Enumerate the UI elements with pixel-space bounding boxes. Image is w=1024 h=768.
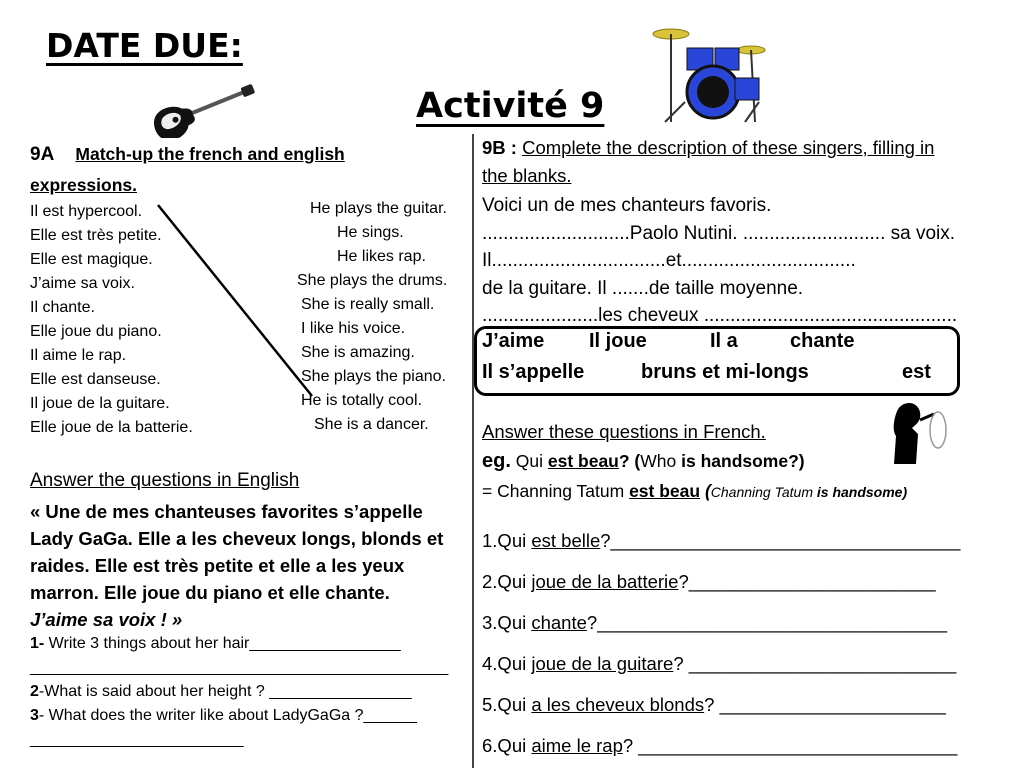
example-key: est beau xyxy=(547,451,619,471)
page-title: Activité 9 xyxy=(416,86,605,126)
paragraph-line: J’aime sa voix ! » xyxy=(30,609,183,630)
french-expression: Elle joue du piano. xyxy=(30,323,162,340)
guitar-icon xyxy=(150,82,260,138)
example-text: is handsome) xyxy=(816,484,908,500)
singer-icon xyxy=(888,400,950,466)
question-key: chante xyxy=(531,612,587,633)
word-bank-item: Il joue xyxy=(589,330,647,352)
french-expression: Il est hypercool. xyxy=(30,203,143,220)
question-key: aime le rap xyxy=(531,735,623,756)
french-expression: J’aime sa voix. xyxy=(30,275,135,292)
fill-in-line[interactable]: ......................les cheveux ................................................ xyxy=(482,305,958,326)
french-question-5[interactable] xyxy=(482,684,960,725)
question-text: - What does the writer like about LadyGaGa ?______ xyxy=(38,707,417,724)
french-expression: Il aime le rap. xyxy=(30,347,127,364)
french-questions xyxy=(482,520,960,766)
english-expression: She is a dancer. xyxy=(314,416,429,433)
answer-french-heading: Answer these questions in French. xyxy=(482,421,766,442)
question-key: est belle xyxy=(531,530,601,551)
word-bank-item: bruns et mi-longs xyxy=(641,361,809,383)
question-2[interactable] xyxy=(30,680,448,704)
word-bank-item: est xyxy=(902,361,931,383)
section-9b-number: 9B : xyxy=(482,137,517,158)
answer-english-heading: Answer the questions in English xyxy=(30,470,300,491)
english-expression: He likes rap. xyxy=(337,248,426,265)
french-expression: Il chante. xyxy=(30,299,95,316)
example-label: eg. xyxy=(482,450,511,472)
question-text: ________________________ xyxy=(30,731,244,748)
fill-in-text xyxy=(482,192,957,330)
word-bank-item: chante xyxy=(790,330,855,352)
drum-kit-icon xyxy=(645,22,775,126)
question-text: Write 3 things about her hair_________________ xyxy=(44,635,401,652)
question-1[interactable] xyxy=(30,632,448,656)
english-expression: She is amazing. xyxy=(301,344,415,361)
question-text: _______________________________________________ xyxy=(30,659,449,676)
example-key: est beau xyxy=(629,481,701,501)
paragraph-line: Lady GaGa. Elle a les cheveux longs, blonds et xyxy=(30,528,444,549)
section-9a-instruction: Match-up the french and english xyxy=(75,144,345,164)
english-questions xyxy=(30,632,448,752)
french-question-4[interactable] xyxy=(482,643,960,684)
question-number: 2.Qui xyxy=(482,571,532,592)
paragraph-line: « Une de mes chanteuses favorites s’appelle xyxy=(30,501,423,522)
word-bank-item: Il s’appelle xyxy=(482,361,585,383)
paragraph-line: raides. Elle est très petite et elle a les yeux xyxy=(30,555,405,576)
answer-blank: ? ______________________ xyxy=(704,694,946,715)
question-key: joue de la guitare xyxy=(531,653,674,674)
question-number: 5.Qui xyxy=(482,694,532,715)
example-text: Qui xyxy=(510,451,548,471)
example-answer-line xyxy=(482,481,907,502)
fill-in-line[interactable]: ............................Paolo Nutini. ........................... sa voix. xyxy=(482,222,956,244)
fill-in-line[interactable]: de la guitare. Il .......de taille moyenne. xyxy=(482,277,804,299)
answer-blank: ?________________________ xyxy=(678,571,936,592)
french-question-2[interactable] xyxy=(482,561,960,602)
section-9a-number: 9A xyxy=(30,144,55,165)
french-question-3[interactable] xyxy=(482,602,960,643)
question-3-cont[interactable] xyxy=(30,728,448,752)
example-text: is handsome?) xyxy=(681,451,805,471)
answer-blank: ?__________________________________ xyxy=(586,612,948,633)
english-expression: He is totally cool. xyxy=(301,392,422,409)
answer-blank: ? __________________________ xyxy=(673,653,957,674)
english-expression: I like his voice. xyxy=(301,320,406,337)
section-9a-instruction-cont: expressions. xyxy=(30,175,137,195)
french-expression: Elle est très petite. xyxy=(30,227,162,244)
paragraph-line: marron. Elle joue du piano et elle chante. xyxy=(30,582,390,603)
word-bank-item: J’aime xyxy=(482,330,545,352)
question-number: 1- xyxy=(30,635,45,652)
english-expression: She plays the drums. xyxy=(297,272,448,289)
example-line xyxy=(482,450,805,473)
question-key: joue de la batterie xyxy=(531,571,679,592)
match-line xyxy=(0,0,1,1)
date-due-heading: DATE DUE: xyxy=(46,26,243,65)
section-9b-instruction: Complete the description of these singers, filling in xyxy=(522,137,935,158)
french-expression: Elle est danseuse. xyxy=(30,371,161,388)
answer-blank: ? _______________________________ xyxy=(622,735,958,756)
question-number: 4.Qui xyxy=(482,653,532,674)
question-number: 1.Qui xyxy=(482,530,532,551)
question-number: 2 xyxy=(30,683,39,700)
question-number: 3 xyxy=(30,707,39,724)
example-text: Channing Tatum xyxy=(710,484,817,500)
question-number: 3.Qui xyxy=(482,612,532,633)
fill-in-line[interactable]: Il.................................et................................. xyxy=(482,250,856,271)
question-key: a les cheveux blonds xyxy=(531,694,705,715)
example-text: ( xyxy=(700,481,711,501)
french-expression: Elle joue de la batterie. xyxy=(30,419,193,436)
example-text: Who xyxy=(640,451,682,471)
section-9a-heading xyxy=(30,144,345,166)
english-expression: He plays the guitar. xyxy=(310,200,447,217)
section-9b-instruction-cont: the blanks. xyxy=(482,165,572,186)
section-9b-heading xyxy=(482,137,934,159)
column-divider xyxy=(472,134,474,768)
example-text: = Channing Tatum xyxy=(482,481,630,501)
question-number: 6.Qui xyxy=(482,735,532,756)
question-text: -What is said about her height ? ________________ xyxy=(38,683,412,700)
french-question-6[interactable] xyxy=(482,725,960,766)
example-text: ? ( xyxy=(618,451,641,471)
lady-gaga-paragraph xyxy=(30,498,443,633)
fill-in-line: Voici un de mes chanteurs favoris. xyxy=(482,195,772,216)
word-bank-item: Il a xyxy=(710,330,738,352)
answer-blank: ?__________________________________ xyxy=(600,530,961,551)
english-expression: She is really small. xyxy=(301,296,435,313)
question-1-cont[interactable] xyxy=(30,656,448,680)
french-expression: Elle est magique. xyxy=(30,251,153,268)
english-expression: She plays the piano. xyxy=(301,368,446,385)
question-3[interactable] xyxy=(30,704,448,728)
french-expression: Il joue de la guitare. xyxy=(30,395,170,412)
french-expressions-list xyxy=(30,200,193,440)
english-expression: He sings. xyxy=(337,224,404,241)
french-question-1[interactable] xyxy=(482,520,960,561)
